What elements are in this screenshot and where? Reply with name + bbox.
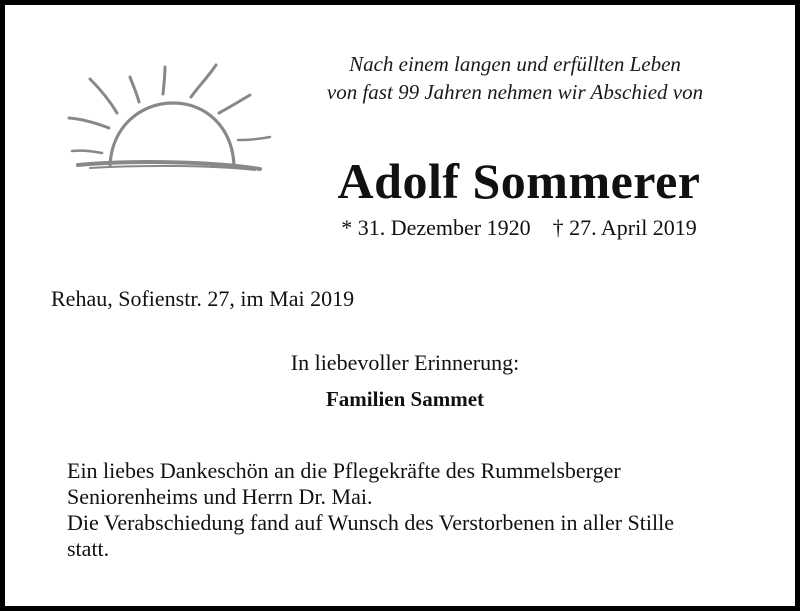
deceased-name: Adolf Sommerer [337,153,701,209]
place-and-date: Rehau, Sofienstr. 27, im Mai 2019 [51,286,355,311]
closing-line-1: Die Verabschiedung fand auf Wunsch des Verstorbenen in aller Stille [67,510,675,535]
thanks-line-2: Seniorenheims und Herrn Dr. Mai. [67,484,373,509]
death-date: † 27. April 2019 [552,215,697,240]
intro-line-2: von fast 99 Jahren nehmen wir Abschied von [326,80,704,104]
birth-date: * 31. Dezember 1920 [341,215,531,240]
memory-line: In liebevoller Erinnerung: [290,350,520,375]
thanks-line-1: Ein liebes Dankeschön an die Pflegekräfte des Rummelsberger [67,458,621,483]
thanks-block [67,458,782,562]
closing-line-2: statt. [67,536,110,561]
setting-sun-icon [60,57,275,182]
life-dates [255,213,783,243]
intro-line-1: Nach einem langen und erfüllten Leben [349,52,681,76]
family-signature: Familien Sammet [325,387,485,411]
